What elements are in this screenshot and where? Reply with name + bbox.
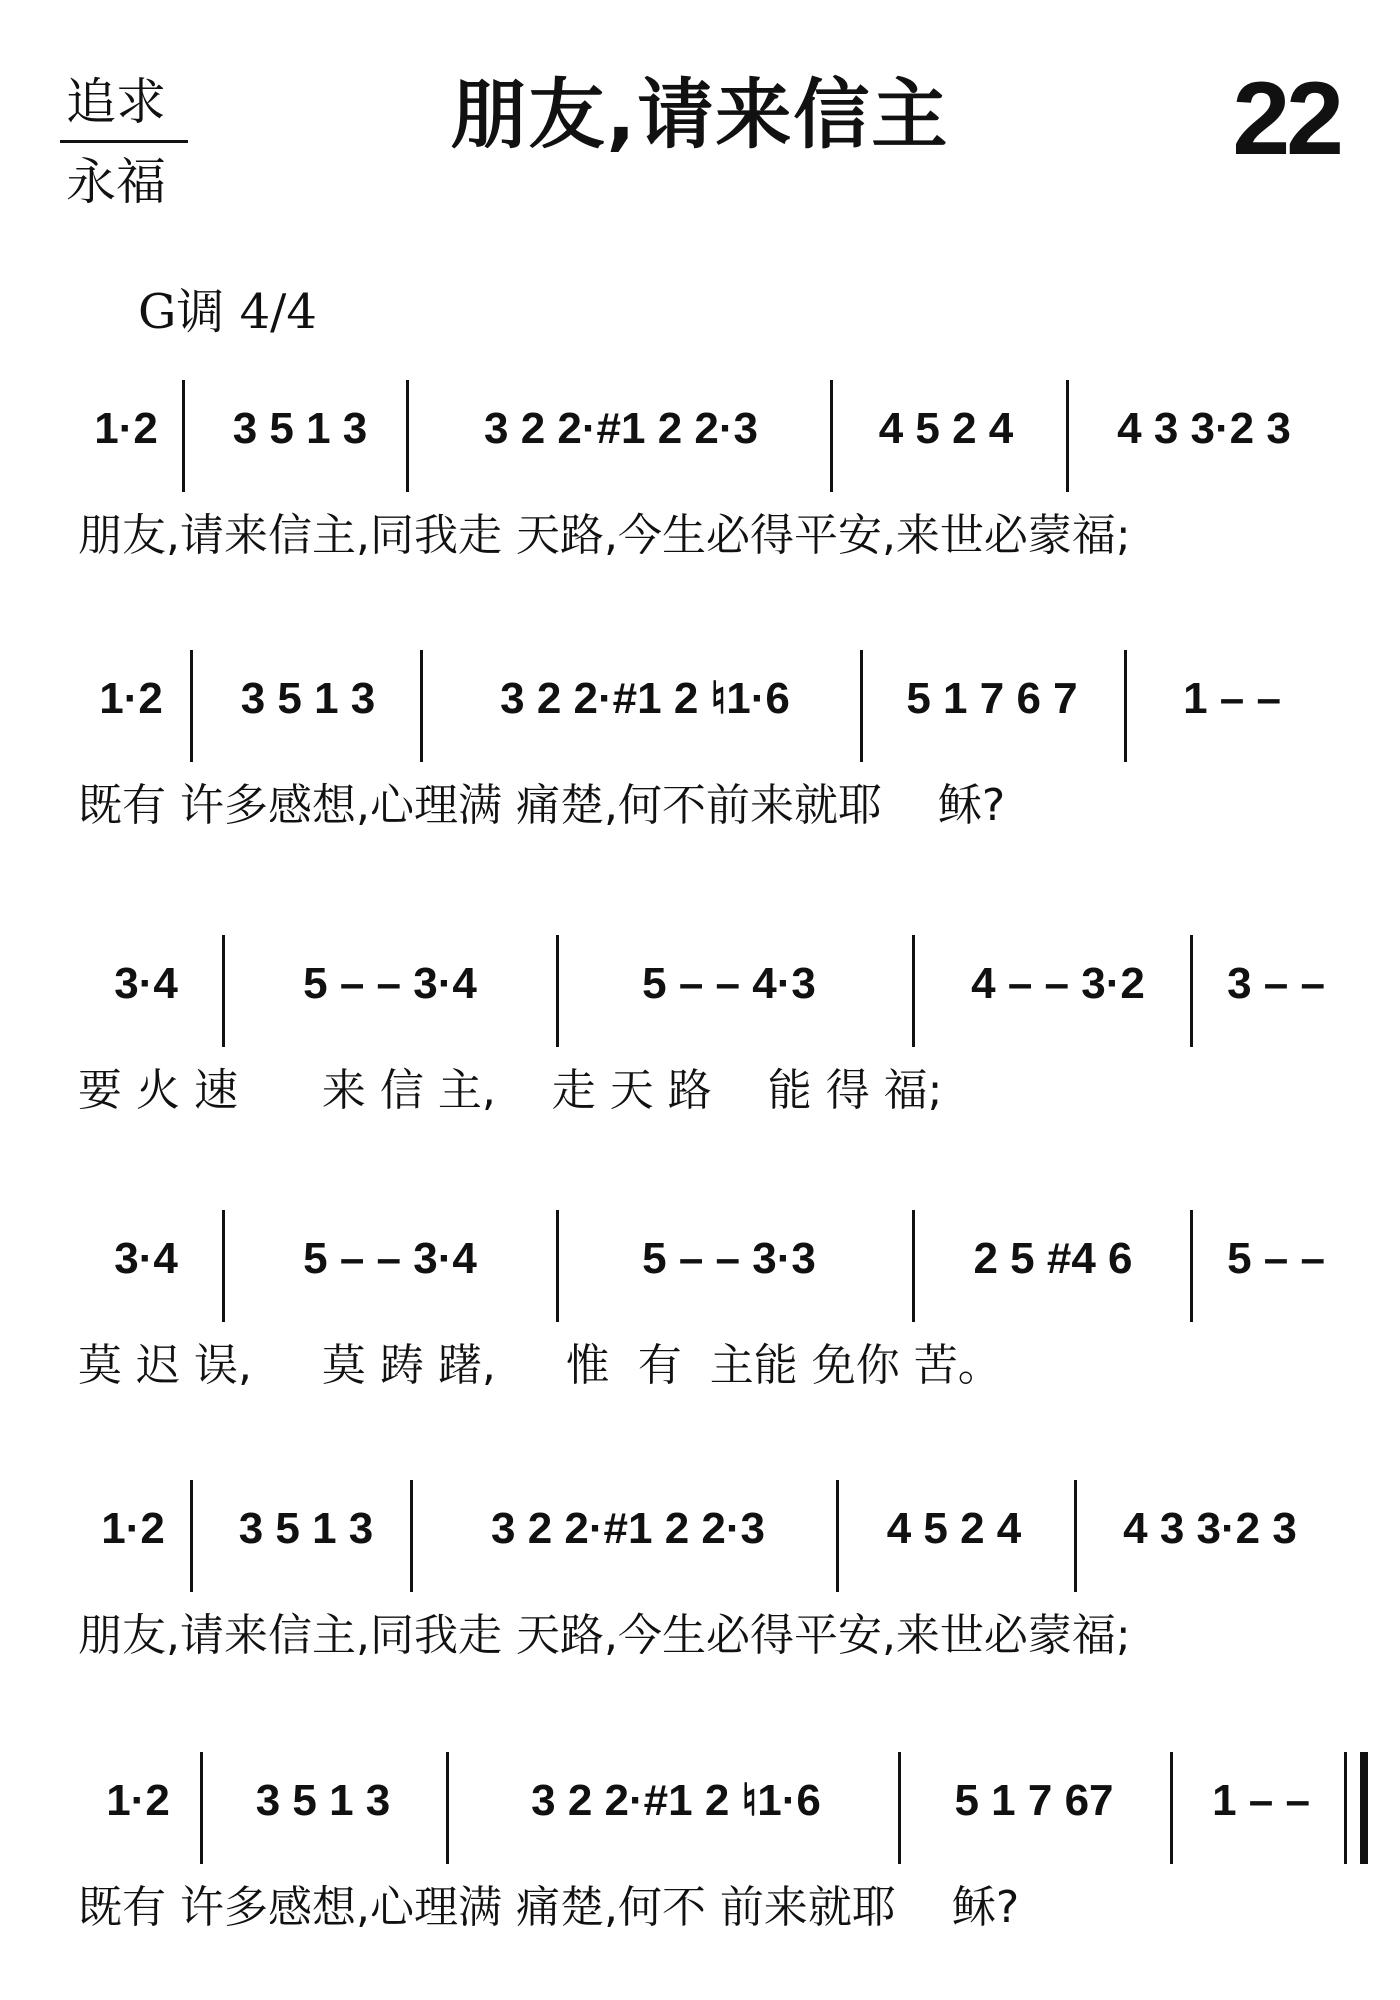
measure: 3 – – [1227,959,1325,1008]
measure-pickup: 3·4 [114,959,178,1008]
notation-line [0,380,1400,500]
measure: 3 5 1 3 [238,1504,374,1553]
key-signature: G调 4/4 [138,284,317,340]
lyric-line: 要 火 速 来 信 主, 走 天 路 能 得 福; [78,1065,943,1116]
barline [1066,380,1069,492]
measure-pickup: 1·2 [106,1776,170,1825]
measure-pickup: 1·2 [101,1504,165,1553]
category-divider [60,140,188,143]
barline [1124,650,1127,762]
measure: 4 – – 3·2 [971,959,1145,1008]
measure-pickup: 3·4 [114,1234,178,1283]
barline [1074,1480,1077,1592]
lyric-line: 朋友,请来信主,同我走 天路,今生必得平安,来世必蒙福; [78,510,1131,561]
hymn-number: 22 [1232,61,1340,177]
category-label-top: 追求 [66,73,166,131]
measure: 4 5 2 4 [878,404,1014,453]
lyric-line: 既有 许多感想,心理满 痛楚,何不前来就耶 稣? [78,780,1006,831]
measure: 4 5 2 4 [886,1504,1022,1553]
barline [410,1480,413,1592]
barline [182,380,185,492]
barline [406,380,409,492]
barline [1190,935,1193,1047]
measure: 3 5 1 3 [240,674,376,723]
lyric-line: 莫 迟 误, 莫 踌 躇, 惟 有 主能 免你 苦。 [78,1340,1002,1391]
measure: 5 – – 3·4 [303,959,477,1008]
measure: 3 2 2·#1 2 ♮1·6 [500,674,790,723]
measure: 5 1 7 67 [954,1776,1114,1825]
barline [836,1480,839,1592]
measure-whole-note: 1 – – [1183,674,1281,723]
measure: 3 2 2·#1 2 2·3 [484,404,758,453]
final-barline-thick [1360,1752,1368,1864]
category-label-bottom: 永福 [66,153,166,211]
measure: 3 5 1 3 [232,404,368,453]
barline [1190,1210,1193,1322]
lyric-line: 既有 许多感想,心理满 痛楚,何不 前来就耶 稣? [78,1882,1020,1933]
barline [446,1752,449,1864]
notation-line [0,1752,1400,1872]
barline [912,1210,915,1322]
notation-line [0,1210,1400,1330]
barline [830,380,833,492]
barline [898,1752,901,1864]
measure: 5 – – 4·3 [642,959,816,1008]
measure: 2 5 #4 6 [973,1234,1133,1283]
measure-whole-note: 1 – – [1212,1776,1310,1825]
measure-pickup: 1·2 [99,674,163,723]
barline [190,1480,193,1592]
barline [1170,1752,1173,1864]
hymn-title: 朋友,请来信主 [450,70,950,159]
barline [222,1210,225,1322]
notation-line [0,650,1400,770]
barline [190,650,193,762]
notation-line [0,935,1400,1055]
notation-line [0,1480,1400,1600]
measure: 3 2 2·#1 2 2·3 [491,1504,765,1553]
measure-pickup: 1·2 [94,404,158,453]
barline [556,935,559,1047]
measure: 4 3 3·2 3 [1123,1504,1297,1553]
measure: 5 – – 3·3 [642,1234,816,1283]
final-barline-thin [1344,1752,1347,1864]
measure: 3 5 1 3 [255,1776,391,1825]
measure: 4 3 3·2 3 [1117,404,1291,453]
measure: 5 – – 3·4 [303,1234,477,1283]
barline [200,1752,203,1864]
barline [860,650,863,762]
measure: 5 – – [1227,1234,1325,1283]
barline [556,1210,559,1322]
measure: 5 1 7 6 7 [906,674,1078,723]
measure: 3 2 2·#1 2 ♮1·6 [531,1776,821,1825]
lyric-line: 朋友,请来信主,同我走 天路,今生必得平安,来世必蒙福; [78,1610,1131,1661]
barline [222,935,225,1047]
barline [912,935,915,1047]
barline [420,650,423,762]
